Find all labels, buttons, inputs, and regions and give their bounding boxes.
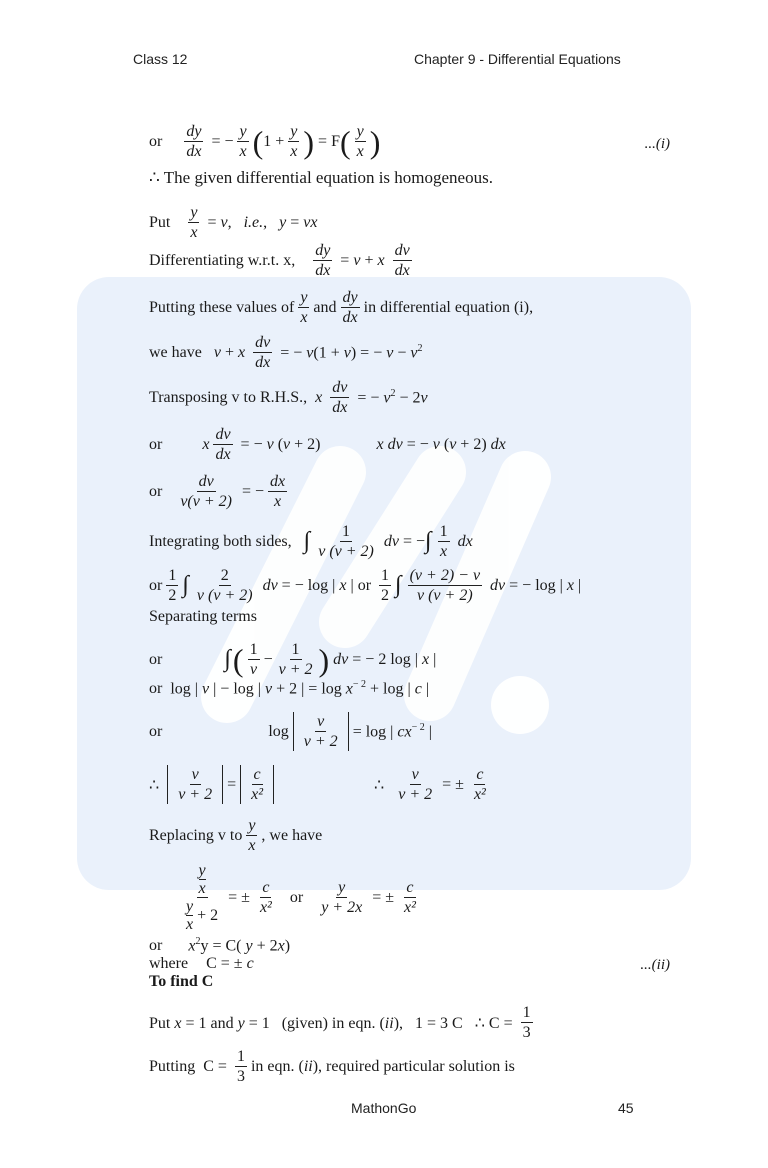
lead-text: Put (149, 213, 171, 231)
fraction: $\frac{y}{y + 2x}$ (321, 879, 363, 916)
heading-text: To find C (149, 973, 214, 990)
lead-text: Putting these values of (149, 298, 295, 316)
equation-line-22: Put x = 1 and y = 1 (given) in eqn. (ii), 1 = 3 C ∴ C = $\frac{1}{3}$ (149, 1004, 531, 1041)
fraction: (v + 2) − v v (v + 2) (409, 567, 481, 604)
fraction: 1 2 (168, 567, 177, 604)
fraction: $\frac{y}{x}$ (239, 123, 247, 160)
equation-tag-i: ...(i) (644, 136, 670, 152)
lead-text: Integrating both sides, (149, 532, 292, 550)
fraction: dy dx (342, 289, 358, 326)
lead-text: or (149, 936, 163, 954)
equation-line-1: or $\frac{dy}{dx}$ = − $\frac{y}{x}$ ( 1 + $\frac{y}{x}$ ) = F ( y x ) (149, 123, 381, 160)
fraction: $\frac{v}{v + 2}$ (398, 766, 433, 803)
equation-line-10: Integrating both sides, ∫ 1 v (v + 2) dv = − ∫ 1 x dx (149, 523, 473, 560)
fraction: $\frac{c}{\text{x²}}$ (404, 879, 416, 916)
fraction: $\frac{dy}{dx}$ (186, 123, 202, 160)
equation-line-15: or log v v + 2 = log | $cx^{- 2}$ | (149, 713, 432, 750)
lead-text: or (149, 650, 163, 668)
fraction: $\frac{dx}{x}$ (270, 473, 286, 510)
fraction: $\frac{y}{x}$ (290, 123, 298, 160)
equation-line-20: where C = ± c (149, 955, 254, 972)
fraction: $\frac{1}{v + 2}$ (278, 641, 313, 678)
fraction: $\frac{dv}{dx}$ (332, 379, 348, 416)
fraction: $\frac{c}{\text{x²}}$ (473, 766, 486, 803)
fraction: $\frac{dv}{v(v + 2)}$ (180, 473, 232, 510)
fraction: v v + 2 (178, 766, 213, 803)
text-line-2: ∴ The given differential equation is homogeneous. (149, 168, 493, 187)
fraction: 1 v (249, 641, 258, 678)
footer-page-number: 45 (618, 1100, 634, 1116)
equation-line-7: Transposing v to R.H.S., x $\frac{dv}{dx}$ = − $v^2 - 2v$ (149, 379, 428, 416)
fraction: y x (356, 123, 364, 160)
equation-line-3: Put $\frac{y}{x}$ = v, i.e., y = vx (149, 204, 318, 241)
fraction: y x y x + 2 (186, 862, 219, 933)
equation-line-6: we have v + x $\frac{dv}{dx}$ = − v(1 + v) = − $v - v^2$ (149, 334, 423, 371)
equation-line-8: or x $\frac{dv}{dx}$ = − v (v + 2) x dv = − v (v + 2) dx (149, 426, 506, 463)
equation-line-23: Putting C = $\frac{1}{3}$ in eqn. (ii), required particular solution is (149, 1048, 515, 1085)
fraction: v v + 2 (303, 713, 338, 750)
equation-line-16: ∴ v v + 2 = c x² ∴ $\frac{v}{v + 2}$ = ± $\frac{c}{\text{x²}}$ (149, 766, 486, 803)
lead-text: we have (149, 343, 202, 361)
equation-line-5 (149, 288, 533, 327)
lead-text: or (149, 576, 163, 594)
fraction: $\frac{1}{3}$ (522, 1004, 531, 1041)
lead-text: Transposing v to R.H.S., (149, 388, 308, 406)
equation-tag-ii: ...(ii) (640, 957, 670, 973)
equation-line-18: y x y x + 2 = ± $\frac{c}{\text{x²}}$ or $\frac{y}{y + 2x}$ = ± $\frac{c}{\text{x²}}$ (186, 862, 416, 933)
header-chapter: Chapter 9 - Differential Equations (414, 51, 621, 67)
header-class: Class 12 (133, 51, 188, 67)
fraction: 1 v (v + 2) (318, 523, 374, 560)
footer-brand: MathonGo (351, 1100, 417, 1116)
text-line-12: Separating terms (149, 608, 257, 625)
fraction: $\frac{c}{\text{x²}}$ (259, 879, 272, 916)
equation-line-13: or ∫ ( 1 v − $\frac{1}{v + 2}$ ) dv = − 2 log | x | (149, 641, 437, 678)
lead-text: Differentiating w.r.t. x, (149, 251, 296, 269)
mid-text: and (313, 298, 337, 316)
fraction: $\frac{y}{x}$ (190, 204, 198, 241)
lead-text: or (149, 722, 163, 740)
lead-text: where (149, 955, 189, 972)
lead-text: or (149, 482, 163, 500)
lead-text: or (149, 132, 163, 150)
equation-line-9: or $\frac{dv}{v(v + 2)}$ = − $\frac{dx}{x}$ (149, 473, 286, 510)
fraction: 2 v (v + 2) (196, 567, 253, 604)
fraction: y x (248, 817, 256, 854)
equation-line-14: or log | v | − log | v + 2 | = $\log x^{- 2} + \log$ | c | (149, 679, 430, 698)
fraction: y x (300, 289, 308, 326)
equation-line-11: or 1 2 ∫ 2 v (v + 2) dv = − log | x | or 1 2 ∫ (v + 2) − v v (v + 2) dv = − log | x | (149, 567, 582, 604)
equation-line-4: Differentiating w.r.t. x, $\frac{dy}{dx}$ = v + x dv dx (149, 242, 410, 279)
fraction: c x² (251, 766, 264, 803)
fraction: 1 2 (381, 567, 390, 604)
lead-text: or (149, 679, 163, 697)
tail-text: in differential equation (i), (363, 298, 534, 316)
fraction: $\frac{dv}{dx}$ (255, 334, 271, 371)
fraction: dv dx (394, 242, 410, 279)
lead-text: Replacing v to (149, 826, 243, 844)
fraction: 1 x (439, 523, 448, 560)
equation-line-19: or $x^2y = C$( y + 2x) (149, 936, 291, 955)
fraction: $\frac{dy}{dx}$ (315, 242, 331, 279)
tail-text: , we have (261, 826, 323, 844)
lead-text: or (149, 435, 163, 453)
equation-line-17 (149, 816, 322, 855)
fraction: $\frac{dv}{dx}$ (215, 426, 231, 463)
fraction: $\frac{1}{3}$ (236, 1048, 245, 1085)
section-heading-find-c (149, 973, 213, 991)
